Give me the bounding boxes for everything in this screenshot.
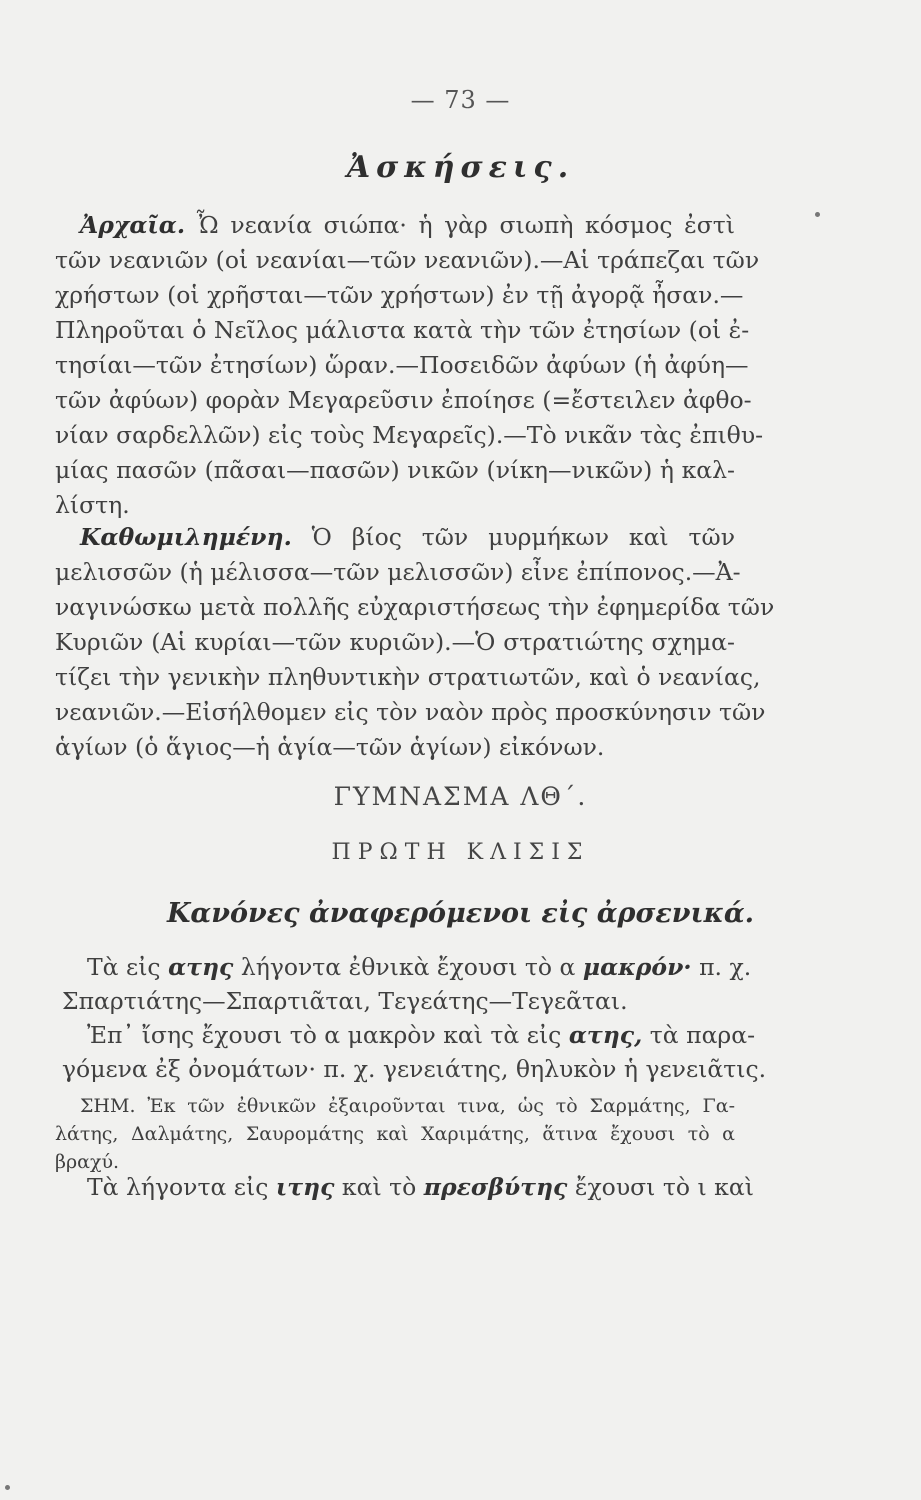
paragraph-line: τῶν ἀφύων) φορὰν Μεγαρεῦσιν ἐποίησε (=ἔστειλεν ἀφθο- xyxy=(55,386,752,414)
archaia-paragraph xyxy=(55,208,764,523)
paragraph-line: ναγινώσκω μετὰ πολλῆς εὐχαριστήσεως τὴν ἐφημερίδα τῶν xyxy=(55,593,775,621)
rules-paragraph: Τὰ εἰς ατης λήγοντα ἐθνικὰ ἔχουσι τὸ α μακρόν· π. χ. Σπαρτιάτης—Σπαρτιᾶται, Τεγεάτης—Τεγεᾶται. Ἐπ᾽ ἴσης ἔχουσι τὸ α μακρὸν καὶ τὰ εἰς ατης, τὰ παρα- γόμενα ἐξ ὀνομάτων· π. χ. γενειάτης, θηλυκὸν ἡ γενειᾶτις. xyxy=(62,950,734,1086)
paragraph-line: Ὁ βίος τῶν μυρμήκων καὶ τῶν xyxy=(311,523,735,551)
speck-mark xyxy=(5,1485,10,1490)
exercise-title: ΓΥΜΝΑΣΜΑ ΛΘ΄. xyxy=(333,782,588,811)
archaia-label: Ἀρχαῖα. xyxy=(80,211,186,239)
paragraph-line: νίαν σαρδελλῶν) εἰς τοὺς Μεγαρεῖς).—Τὸ νικᾶν τὰς ἐπιθυ- xyxy=(55,421,764,449)
paragraph-line: τῶν νεανιῶν (οἱ νεανίαι—τῶν νεανιῶν).—Αἱ τράπεζαι τῶν xyxy=(55,246,760,274)
note-line: ΣΗΜ. Ἐκ τῶν ἐθνικῶν ἐξαιροῦνται τινα, ὡς τὸ Σαρμάτης, Γα- xyxy=(80,1095,735,1117)
paragraph-line: ἁγίων (ὁ ἅγιος—ἡ ἁγία—τῶν ἁγίων) εἰκόνων. xyxy=(55,733,605,761)
kathomilimeni-label: Καθωμιλημένη. xyxy=(80,523,292,551)
paragraph-line: Κυριῶν (Αἱ κυρίαι—τῶν κυριῶν).—Ὁ στρατιώτης σχημα- xyxy=(55,628,735,656)
paragraph-line: Ὦ νεανία σιώπα· ἡ γὰρ σιωπὴ κόσμος ἐστὶ xyxy=(196,211,735,239)
kathomilimeni-paragraph xyxy=(55,520,775,765)
paragraph-line: Πληροῦται ὁ Νεῖλος μάλιστα κατὰ τὴν τῶν ἐτησίων (οἱ ἐ- xyxy=(55,316,750,344)
paragraph-line: γόμενα ἐξ ὀνομάτων· π. χ. γενειάτης, θηλυκὸν ἡ γενειᾶτις. xyxy=(62,1055,767,1083)
note-line: βραχύ. xyxy=(55,1151,120,1173)
paragraph-line: τίζει τὴν γενικὴν πληθυντικὴν στρατιωτῶν, καὶ ὁ νεανίας, xyxy=(55,663,761,691)
paragraph-line: νεανιῶν.—Εἰσήλθομεν εἰς τὸν ναὸν πρὸς προσκύνησιν τῶν xyxy=(55,698,766,726)
page-number: — 73 — xyxy=(410,86,511,114)
rules-title: Κανόνες ἀναφερόμενοι εἰς ἀρσενικά. xyxy=(166,898,755,929)
note-line: λάτης, Δαλμάτης, Σαυρομάτης καὶ Χαριμάτης, ἅτινα ἔχουσι τὸ α xyxy=(55,1123,735,1145)
paragraph-line: λίστη. xyxy=(55,491,130,519)
paragraph-line: τησίαι—τῶν ἐτησίων) ὥραν.—Ποσειδῶν ἀφύων (ἡ ἀφύη— xyxy=(55,351,749,379)
paragraph-line: χρήστων (οἱ χρῆσται—τῶν χρήστων) ἐν τῇ ἀγορᾷ ἦσαν.— xyxy=(55,281,744,309)
paragraph-line: μελισσῶν (ἡ μέλισσα—τῶν μελισσῶν) εἶνε ἐπίπονος.—Ἀ- xyxy=(55,558,741,586)
section-heading: Ἀσκήσεις. xyxy=(346,150,575,185)
speck-mark xyxy=(815,212,820,217)
declension-title: ΠΡΩΤΗ ΚΛΙΣΙΣ xyxy=(331,840,590,865)
final-paragraph: Τὰ λήγοντα εἰς ιτης καὶ τὸ πρεσβύτης ἔχουσι τὸ ι καὶ xyxy=(87,1173,754,1201)
paragraph-line: μίας πασῶν (πᾶσαι—πασῶν) νικῶν (νίκη—νικῶν) ἡ καλ- xyxy=(55,456,735,484)
note-paragraph xyxy=(55,1092,735,1176)
paragraph-line: Σπαρτιάτης—Σπαρτιᾶται, Τεγεάτης—Τεγεᾶται. xyxy=(62,987,628,1015)
